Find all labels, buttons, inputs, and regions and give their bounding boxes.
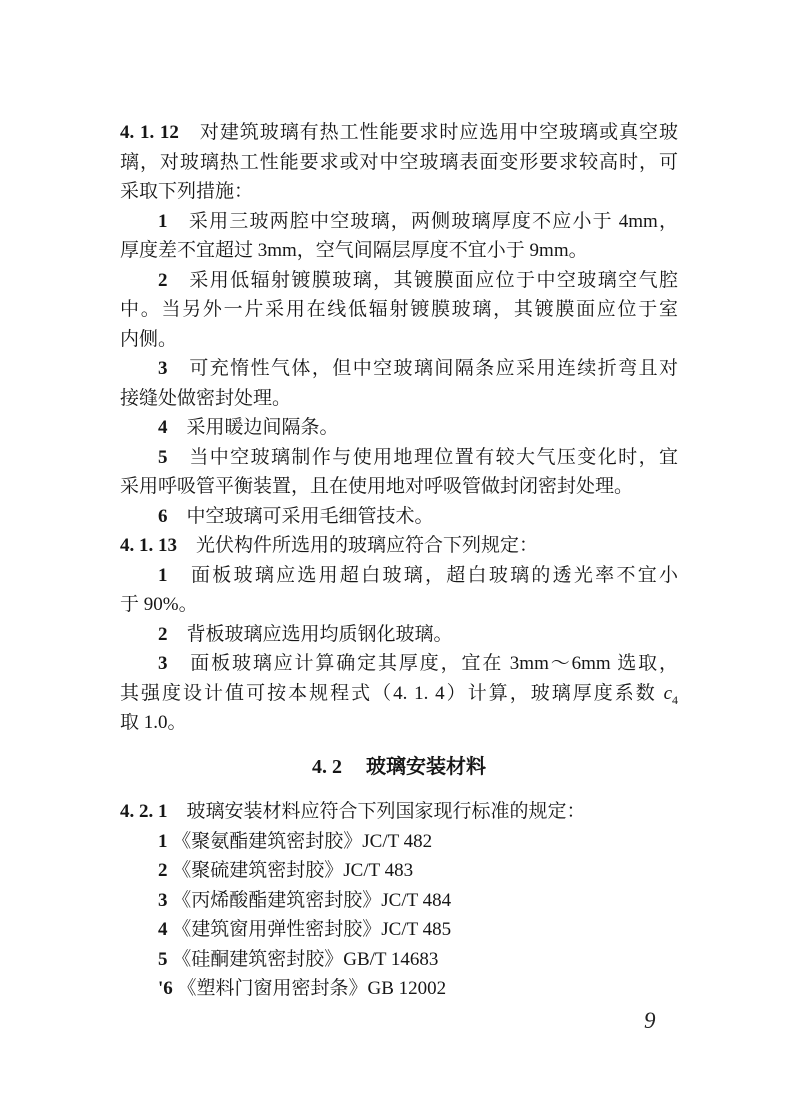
item-number: '6 <box>158 978 173 999</box>
standard-list-item <box>120 827 678 857</box>
line-text: 于 90%。 <box>120 594 198 615</box>
line-text: 中空玻璃可采用毛细管技术。 <box>167 505 434 527</box>
line-text: 当中空玻璃制作与使用地理位置有较大气压变化时，宜 <box>167 446 678 468</box>
line-text: 对建筑玻璃有热工性能要求时应选用中空玻璃或真空玻 <box>178 122 678 143</box>
section-number: 4. 2 <box>312 755 342 778</box>
glass-thickness-coefficient-symbol: c <box>663 682 672 704</box>
line-text: 面板玻璃应计算确定其厚度，宜在 3mm～6mm 选取， <box>167 653 678 674</box>
item-line <box>120 649 678 679</box>
line-text: 背板玻璃应选用均质钢化玻璃。 <box>167 623 453 645</box>
clause-number: 4. 1. 13 <box>120 535 177 556</box>
line-text: 面板玻璃应选用超白玻璃，超白玻璃的透光率不宜小 <box>167 564 678 586</box>
item-number: 5 <box>158 446 168 468</box>
line-text: 可充惰性气体，但中空玻璃间隔条应采用连续折弯且对 <box>167 358 678 379</box>
text-line <box>120 679 678 709</box>
item-line <box>120 413 678 443</box>
item-number: 3 <box>158 358 168 379</box>
item-number: 2 <box>158 269 168 291</box>
text-line <box>120 236 678 266</box>
text-line <box>120 472 678 502</box>
standard-list-item <box>120 945 678 975</box>
line-text: 中。当另外一片采用在线低辐射镀膜玻璃，其镀膜面应位于室 <box>120 299 678 320</box>
line-text: 取 1.0。 <box>120 712 187 733</box>
item-line <box>120 266 678 296</box>
item-line <box>120 354 678 384</box>
standard-list-item <box>120 886 678 916</box>
clause-line <box>120 531 678 561</box>
line-text: 玻璃安装材料应符合下列国家现行标准的规定： <box>167 801 586 822</box>
line-text: 采用三玻两腔中空玻璃，两侧玻璃厚度不应小于 4mm， <box>167 210 678 232</box>
line-text: 接缝处做密封处理。 <box>120 387 292 409</box>
standard-list-item <box>120 974 678 1004</box>
page-number: 9 <box>644 1008 656 1033</box>
text-line <box>120 295 678 325</box>
item-number: 1 <box>158 210 168 232</box>
clause-number: 4. 1. 12 <box>120 122 179 143</box>
line-text: 厚度差不宜超过 3mm，空气间隔层厚度不宜小于 9mm。 <box>120 240 588 261</box>
item-line <box>120 443 678 473</box>
line-text: 采用暖边间隔条。 <box>167 417 339 438</box>
text-line <box>120 177 678 207</box>
line-text: 《建筑窗用弹性密封胶》JC/T 485 <box>167 919 452 940</box>
item-line <box>120 502 678 532</box>
text-line <box>120 148 678 178</box>
line-text: 《聚硫建筑密封胶》JC/T 483 <box>167 860 414 881</box>
item-number: 3 <box>158 889 168 911</box>
line-text: 《硅酮建筑密封胶》GB/T 14683 <box>167 948 439 970</box>
standard-list-item <box>120 856 678 886</box>
text-line <box>120 708 678 738</box>
item-number: 5 <box>158 948 168 970</box>
item-number: 1 <box>158 830 168 852</box>
section-heading <box>120 753 678 783</box>
line-text: 采用呼吸管平衡装置，且在使用地对呼吸管做封闭密封处理。 <box>120 476 634 497</box>
item-number: 1 <box>158 564 168 586</box>
item-line <box>120 561 678 591</box>
line-text: 光伏构件所选用的玻璃应符合下列规定： <box>177 535 539 556</box>
page-content <box>120 118 678 1004</box>
line-text: 璃，对玻璃热工性能要求或对中空玻璃表面变形要求较高时，可 <box>120 151 678 173</box>
text-line <box>120 325 678 355</box>
clause-line <box>120 797 678 827</box>
text-line <box>120 590 678 620</box>
item-number: 4 <box>158 919 168 940</box>
line-text: 其强度设计值可按本规程式（4. 1. 4）计算，玻璃厚度系数 <box>120 682 664 704</box>
line-text: 《丙烯酸酯建筑密封胶》JC/T 484 <box>167 889 452 911</box>
text-line <box>120 384 678 414</box>
item-line <box>120 620 678 650</box>
item-number: 6 <box>158 505 168 527</box>
coefficient-subscript: 4 <box>672 692 678 707</box>
item-number: 3 <box>158 653 168 674</box>
item-line <box>120 207 678 237</box>
clause-number: 4. 2. 1 <box>120 801 168 822</box>
line-text: 《聚氨酯建筑密封胶》JC/T 482 <box>167 830 433 852</box>
item-number: 2 <box>158 623 168 645</box>
standard-list-item <box>120 915 678 945</box>
line-text: 《塑料门窗用密封条》GB 12002 <box>172 978 447 999</box>
line-text: 内侧。 <box>120 328 178 350</box>
item-number: 2 <box>158 860 168 881</box>
line-text: 采用低辐射镀膜玻璃，其镀膜面应位于中空玻璃空气腔 <box>167 269 678 291</box>
clause-line <box>120 118 678 148</box>
item-number: 4 <box>158 417 168 438</box>
line-text: 采取下列措施： <box>120 181 254 202</box>
section-title: 玻璃安装材料 <box>366 755 486 778</box>
